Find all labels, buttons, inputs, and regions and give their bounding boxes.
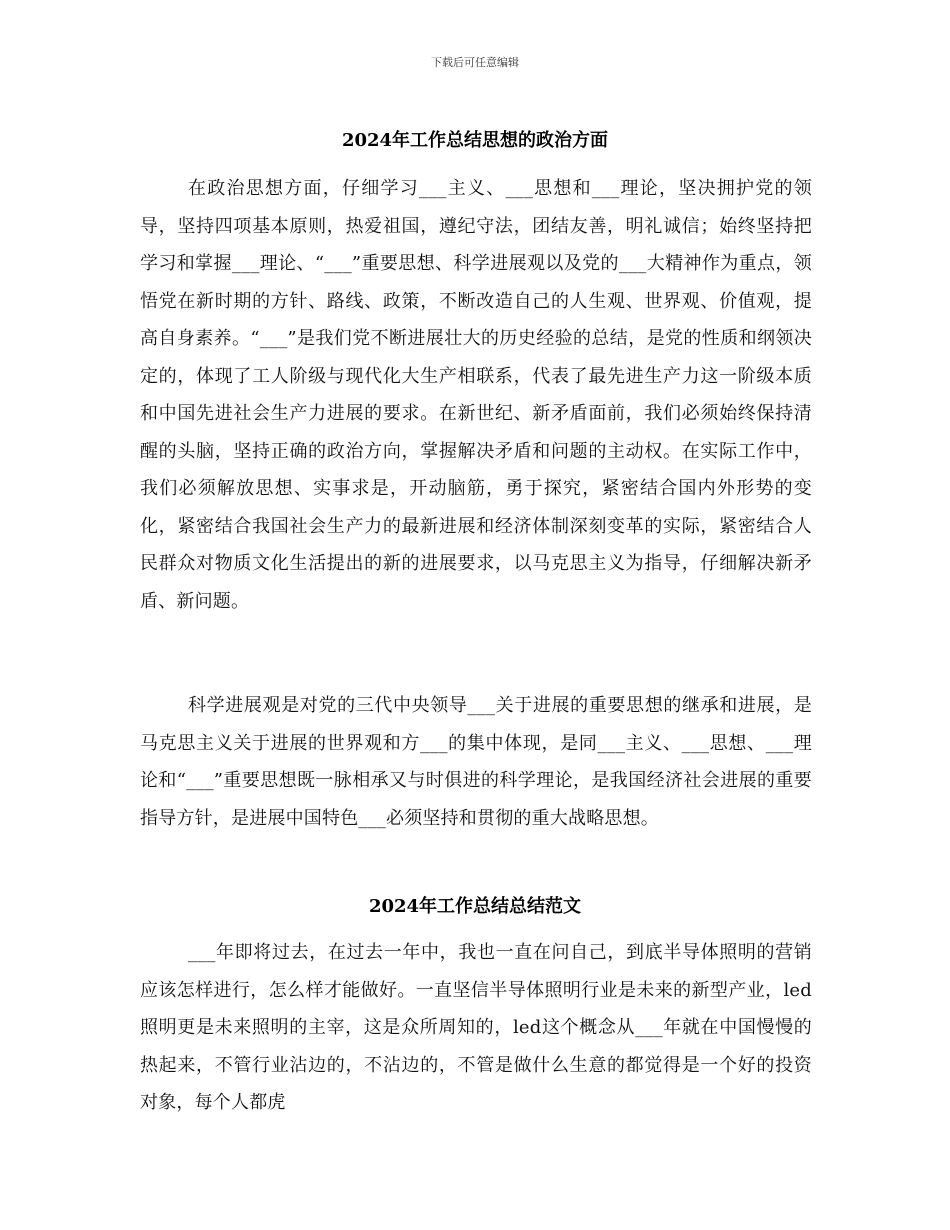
section-title: 2024年工作总结总结范文 (368, 896, 582, 917)
section-title: 2024年工作总结思想的政治方面 (341, 130, 609, 151)
body-paragraph: 在政治思想方面，仔细学习___主义、___思想和___理论，坚决拥护党的领导，坚持四项基本原则，热爱祖国，遵纪守法，团结友善，明礼诚信；始终坚持把学习和掌握___理论、“___”重要思想、科学进展观以及党的___大精神作为重点，领悟党在新时期的方针、路线、政策，不断改造自己的人生观、世界观、价值观，提高自身素养。“___”是我们党不断进展壮大的历史经验的总结，是党的性质和纲领决定的，体现了工人阶级与现代化大生产相联系，代表了最先进生产力这一阶级本质和中国先进社会生产力进展的要求。在新世纪、新矛盾面前，我们必须始终保持清醒的头脑，坚持正确的政治方向，掌握解决矛盾和问题的主动权。在实际工作中，我们必须解放思想、实事求是，开动脑筋，勇于探究，紧密结合国内外形势的变化，紧密结合我国社会生产力的最新进展和经济体制深刻变革的实际，紧密结合人民群众对物质文化生活提出的新的进展要求，以马克思主义为指导，仔细解决新矛盾、新问题。 (140, 178, 812, 612)
body-paragraph: 科学进展观是对党的三代中央领导___关于进展的重要思想的继承和进展，是马克思主义关于进展的世界观和方___的集中体现，是同___主义、___思想、___理论和“___”重要思想既一脉相承又与时俱进的科学理论，是我国经济社会进展的重要指导方针，是进展中国特色___必须坚持和贯彻的重大战略思想。 (140, 695, 812, 829)
body-paragraph: ___年即将过去，在过去一年中，我也一直在问自己，到底半导体照明的营销应该怎样进行，怎么样才能做好。一直坚信半导体照明行业是未来的新型产业，led照明更是未来照明的主宰，这是众所周知的，led这个概念从___年就在中国慢慢的热起来，不管行业沾边的，不沾边的，不管是做什么生意的都觉得是一个好的投资对象，每个人都虎 (140, 942, 812, 1113)
page-header-note: 下载后可任意编辑 (431, 56, 519, 69)
